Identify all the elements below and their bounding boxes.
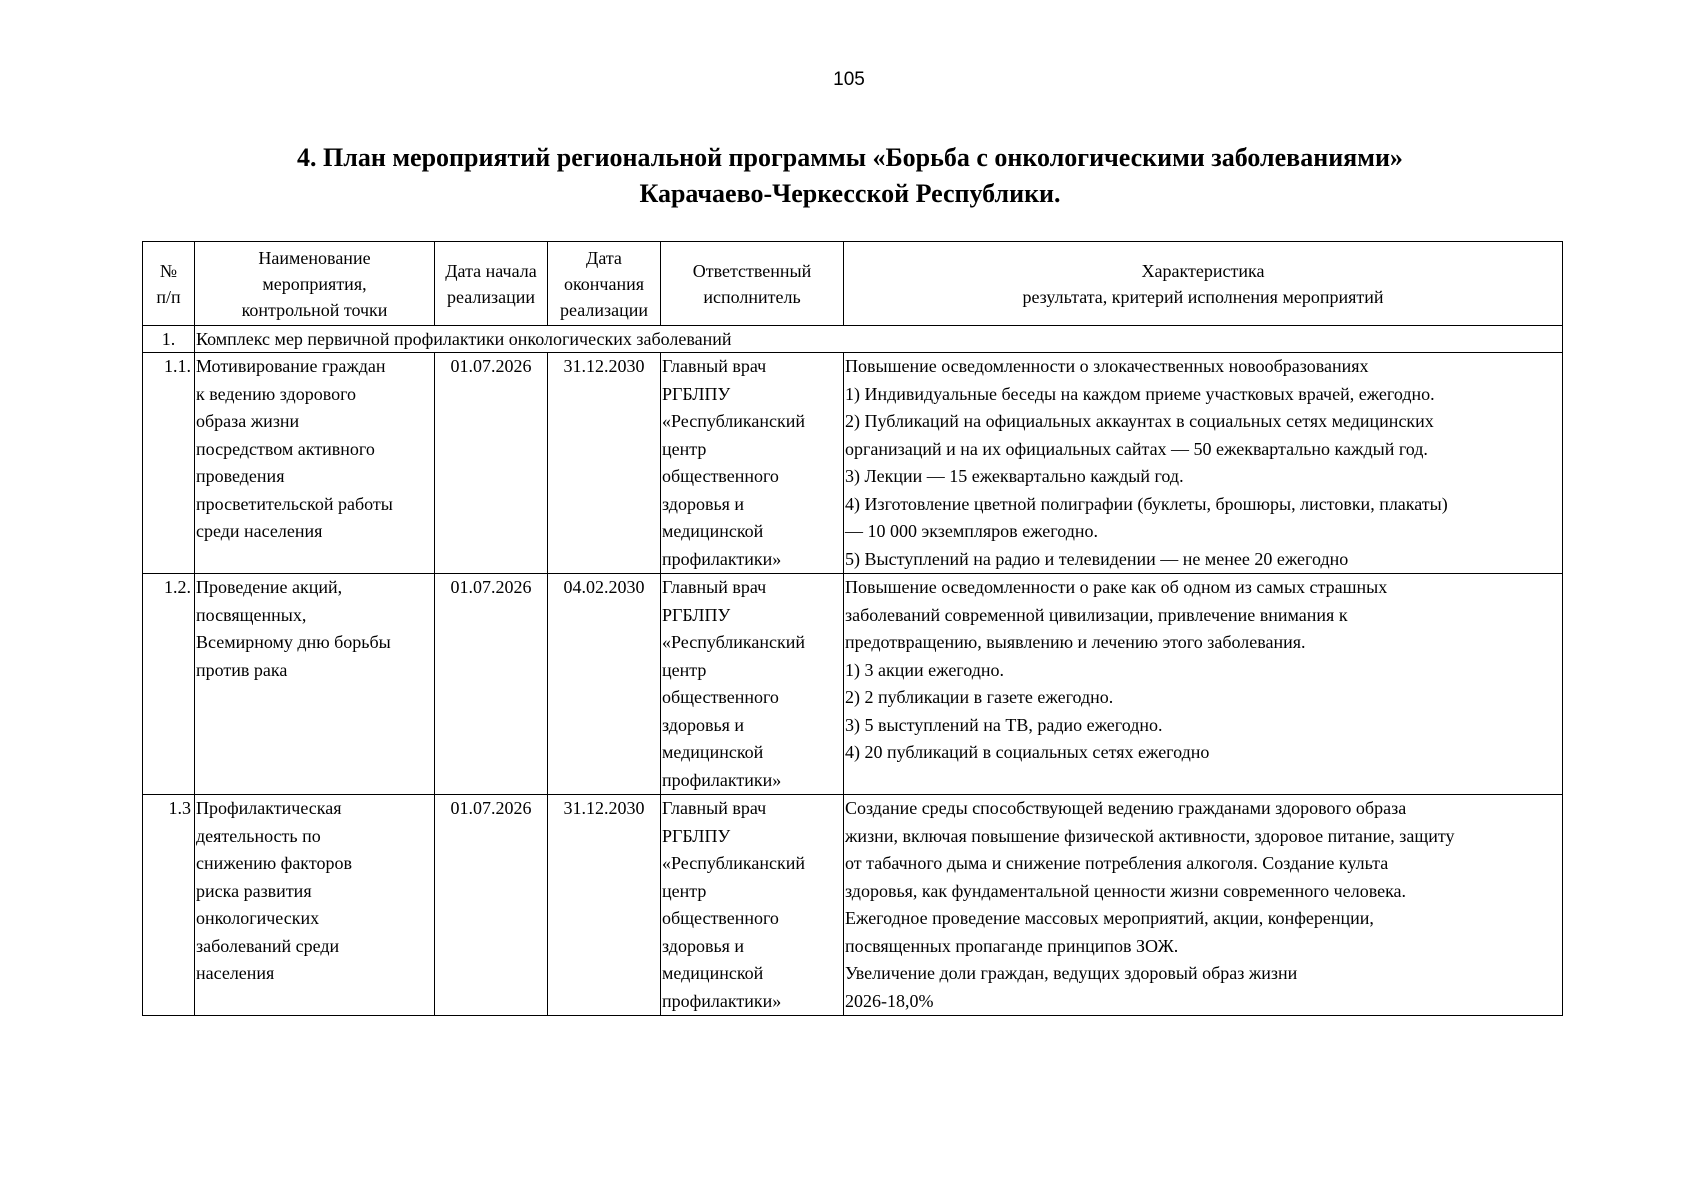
result-description-line: от табачного дыма и снижение потребления алкоголя. Создание культа	[845, 853, 1389, 873]
event-name	[195, 795, 435, 1016]
responsible-executor-line: РГБЛПУ	[662, 825, 731, 846]
row-number: 1.2.	[143, 574, 195, 795]
result-description	[844, 795, 1563, 1016]
responsible-executor-line: здоровья и	[662, 714, 745, 735]
result-description-line: 4) 20 публикаций в социальных сетях ежегодно	[845, 742, 1210, 762]
event-name-line: населения	[196, 963, 275, 983]
responsible-executor-line: профилактики»	[662, 990, 782, 1011]
header-executor-line: Ответственный	[692, 260, 812, 281]
responsible-executor-line: медицинской	[662, 742, 764, 762]
responsible-executor-line: общественного	[662, 466, 779, 486]
result-description	[844, 574, 1563, 795]
event-name-line: деятельность по	[196, 825, 321, 846]
header-result-line: результата, критерий исполнения мероприятий	[1022, 286, 1384, 307]
result-description-line: 1) 3 акции ежегодно.	[845, 659, 1005, 680]
event-name-line: Мотивирование граждан	[196, 356, 386, 376]
responsible-executor-line: РГБЛПУ	[662, 604, 731, 625]
document-title-line-1: 4. План мероприятий региональной программы «Борьба с онкологическими заболеваниями»	[297, 143, 1403, 172]
responsible-executor	[661, 795, 844, 1016]
header-name	[195, 242, 435, 326]
header-executor	[661, 242, 844, 326]
header-num	[143, 242, 195, 326]
result-description-line: жизни, включая повышение физической активности, здоровое питание, защиту	[845, 825, 1455, 846]
result-description-line: 3) 5 выступлений на ТВ, радио ежегодно.	[845, 714, 1163, 735]
responsible-executor-line: профилактики»	[662, 548, 782, 569]
event-name-line: против рака	[196, 659, 288, 680]
result-description-line: Повышение осведомленности о злокачественных новообразованиях	[845, 356, 1369, 376]
result-description-line: предотвращению, выявлению и лечению этого заболевания.	[845, 632, 1306, 652]
header-end-date-line: реализации	[560, 299, 648, 320]
responsible-executor-line: Главный врач	[662, 798, 767, 818]
header-end-date	[548, 242, 661, 326]
start-date: 01.07.2026	[435, 574, 548, 795]
responsible-executor-line: общественного	[662, 687, 779, 707]
header-name-line: контрольной точки	[241, 299, 388, 320]
header-result	[844, 242, 1563, 326]
result-description-line: 5) Выступлений на радио и телевидении — не менее 20 ежегодно	[845, 548, 1349, 569]
responsible-executor-line: центр	[662, 659, 707, 680]
event-name-line: Профилактическая	[196, 798, 342, 818]
action-plan-table	[142, 241, 1563, 1016]
responsible-executor	[661, 353, 844, 574]
row-number: 1.1.	[143, 353, 195, 574]
event-name-line: образа жизни	[196, 411, 300, 431]
table-row	[143, 353, 1563, 574]
result-description-line: здоровья, как фундаментальной ценности жизни современного человека.	[845, 880, 1407, 901]
end-date: 31.12.2030	[548, 353, 661, 574]
header-name-line: Наименование	[258, 247, 371, 268]
responsible-executor-line: «Республиканский	[662, 411, 806, 431]
responsible-executor-line: Главный врач	[662, 577, 767, 597]
row-number: 1.3	[143, 795, 195, 1016]
result-description-line: Ежегодное проведение массовых мероприятий, акции, конференции,	[845, 908, 1374, 928]
header-start-date	[435, 242, 548, 326]
header-start-date-line: Дата начала	[445, 260, 537, 281]
responsible-executor-line: здоровья и	[662, 493, 745, 514]
result-description-line: заболеваний современной цивилизации, привлечение внимания к	[845, 604, 1348, 625]
event-name-line: Всемирному дню борьбы	[196, 632, 391, 652]
event-name-line: онкологических	[196, 908, 320, 928]
page-number: 105	[833, 69, 865, 90]
event-name-line: Проведение акций,	[196, 577, 343, 597]
responsible-executor	[661, 574, 844, 795]
result-description-line: Создание среды способствующей ведению гражданами здорового образа	[845, 798, 1407, 818]
section-row	[143, 326, 1563, 353]
result-description-line: 2) Публикаций на официальных аккаунтах в социальных сетях медицинских	[845, 411, 1434, 431]
result-description-line: посвященных пропаганде принципов ЗОЖ.	[845, 935, 1179, 956]
table-header-row	[143, 242, 1563, 326]
end-date: 04.02.2030	[548, 574, 661, 795]
result-description	[844, 353, 1563, 574]
event-name	[195, 574, 435, 795]
result-description-line: 2) 2 публикации в газете ежегодно.	[845, 687, 1114, 707]
header-name-line: мероприятия,	[262, 273, 367, 294]
event-name-line: среди населения	[196, 521, 323, 541]
document-title-line-2: Карачаево-Черкесской Республики.	[639, 179, 1061, 208]
responsible-executor-line: профилактики»	[662, 769, 782, 790]
result-description-line: Повышение осведомленности о раке как об одном из самых страшных	[845, 577, 1388, 597]
result-description-line: Увеличение доли граждан, ведущих здоровый образ жизни	[845, 963, 1298, 983]
section-number: 1.	[143, 326, 195, 353]
result-description-line: 3) Лекции — 15 ежеквартально каждый год.	[845, 466, 1184, 486]
event-name	[195, 353, 435, 574]
event-name-line: проведения	[196, 466, 285, 486]
responsible-executor-line: общественного	[662, 908, 779, 928]
responsible-executor-line: медицинской	[662, 521, 764, 541]
header-start-date-line: реализации	[447, 286, 535, 307]
table-row	[143, 795, 1563, 1016]
result-description-line: 1) Индивидуальные беседы на каждом приеме участковых врачей, ежегодно.	[845, 383, 1435, 404]
header-end-date-line: Дата	[586, 247, 622, 268]
responsible-executor-line: «Республиканский	[662, 632, 806, 652]
responsible-executor-line: центр	[662, 438, 707, 459]
event-name-line: заболеваний среди	[196, 935, 340, 956]
responsible-executor-line: медицинской	[662, 963, 764, 983]
start-date: 01.07.2026	[435, 353, 548, 574]
responsible-executor-line: здоровья и	[662, 935, 745, 956]
table-row	[143, 574, 1563, 795]
result-description-line: 2026-18,0%	[845, 990, 934, 1011]
start-date: 01.07.2026	[435, 795, 548, 1016]
header-num-line: №	[159, 260, 178, 281]
event-name-line: риска развития	[196, 880, 312, 901]
header-num-line: п/п	[156, 286, 181, 307]
result-description-line: — 10 000 экземпляров ежегодно.	[845, 521, 1099, 541]
header-executor-line: исполнитель	[703, 286, 801, 307]
event-name-line: посвященных,	[196, 604, 307, 625]
event-name-line: снижению факторов	[196, 853, 352, 873]
responsible-executor-line: РГБЛПУ	[662, 383, 731, 404]
section-title: Комплекс мер первичной профилактики онкологических заболеваний	[195, 326, 1563, 353]
responsible-executor-line: Главный врач	[662, 356, 767, 376]
event-name-line: посредством активного	[196, 438, 375, 459]
header-result-line: Характеристика	[1141, 260, 1265, 281]
header-end-date-line: окончания	[563, 273, 645, 294]
responsible-executor-line: центр	[662, 880, 707, 901]
event-name-line: просветительской работы	[196, 493, 393, 514]
document-title	[150, 140, 1550, 212]
event-name-line: к ведению здорового	[196, 383, 357, 404]
end-date: 31.12.2030	[548, 795, 661, 1016]
result-description-line: 4) Изготовление цветной полиграфии (буклеты, брошюры, листовки, плакаты)	[845, 493, 1448, 514]
responsible-executor-line: «Республиканский	[662, 853, 806, 873]
result-description-line: организаций и на их официальных сайтах — 50 ежеквартально каждый год.	[845, 438, 1428, 459]
